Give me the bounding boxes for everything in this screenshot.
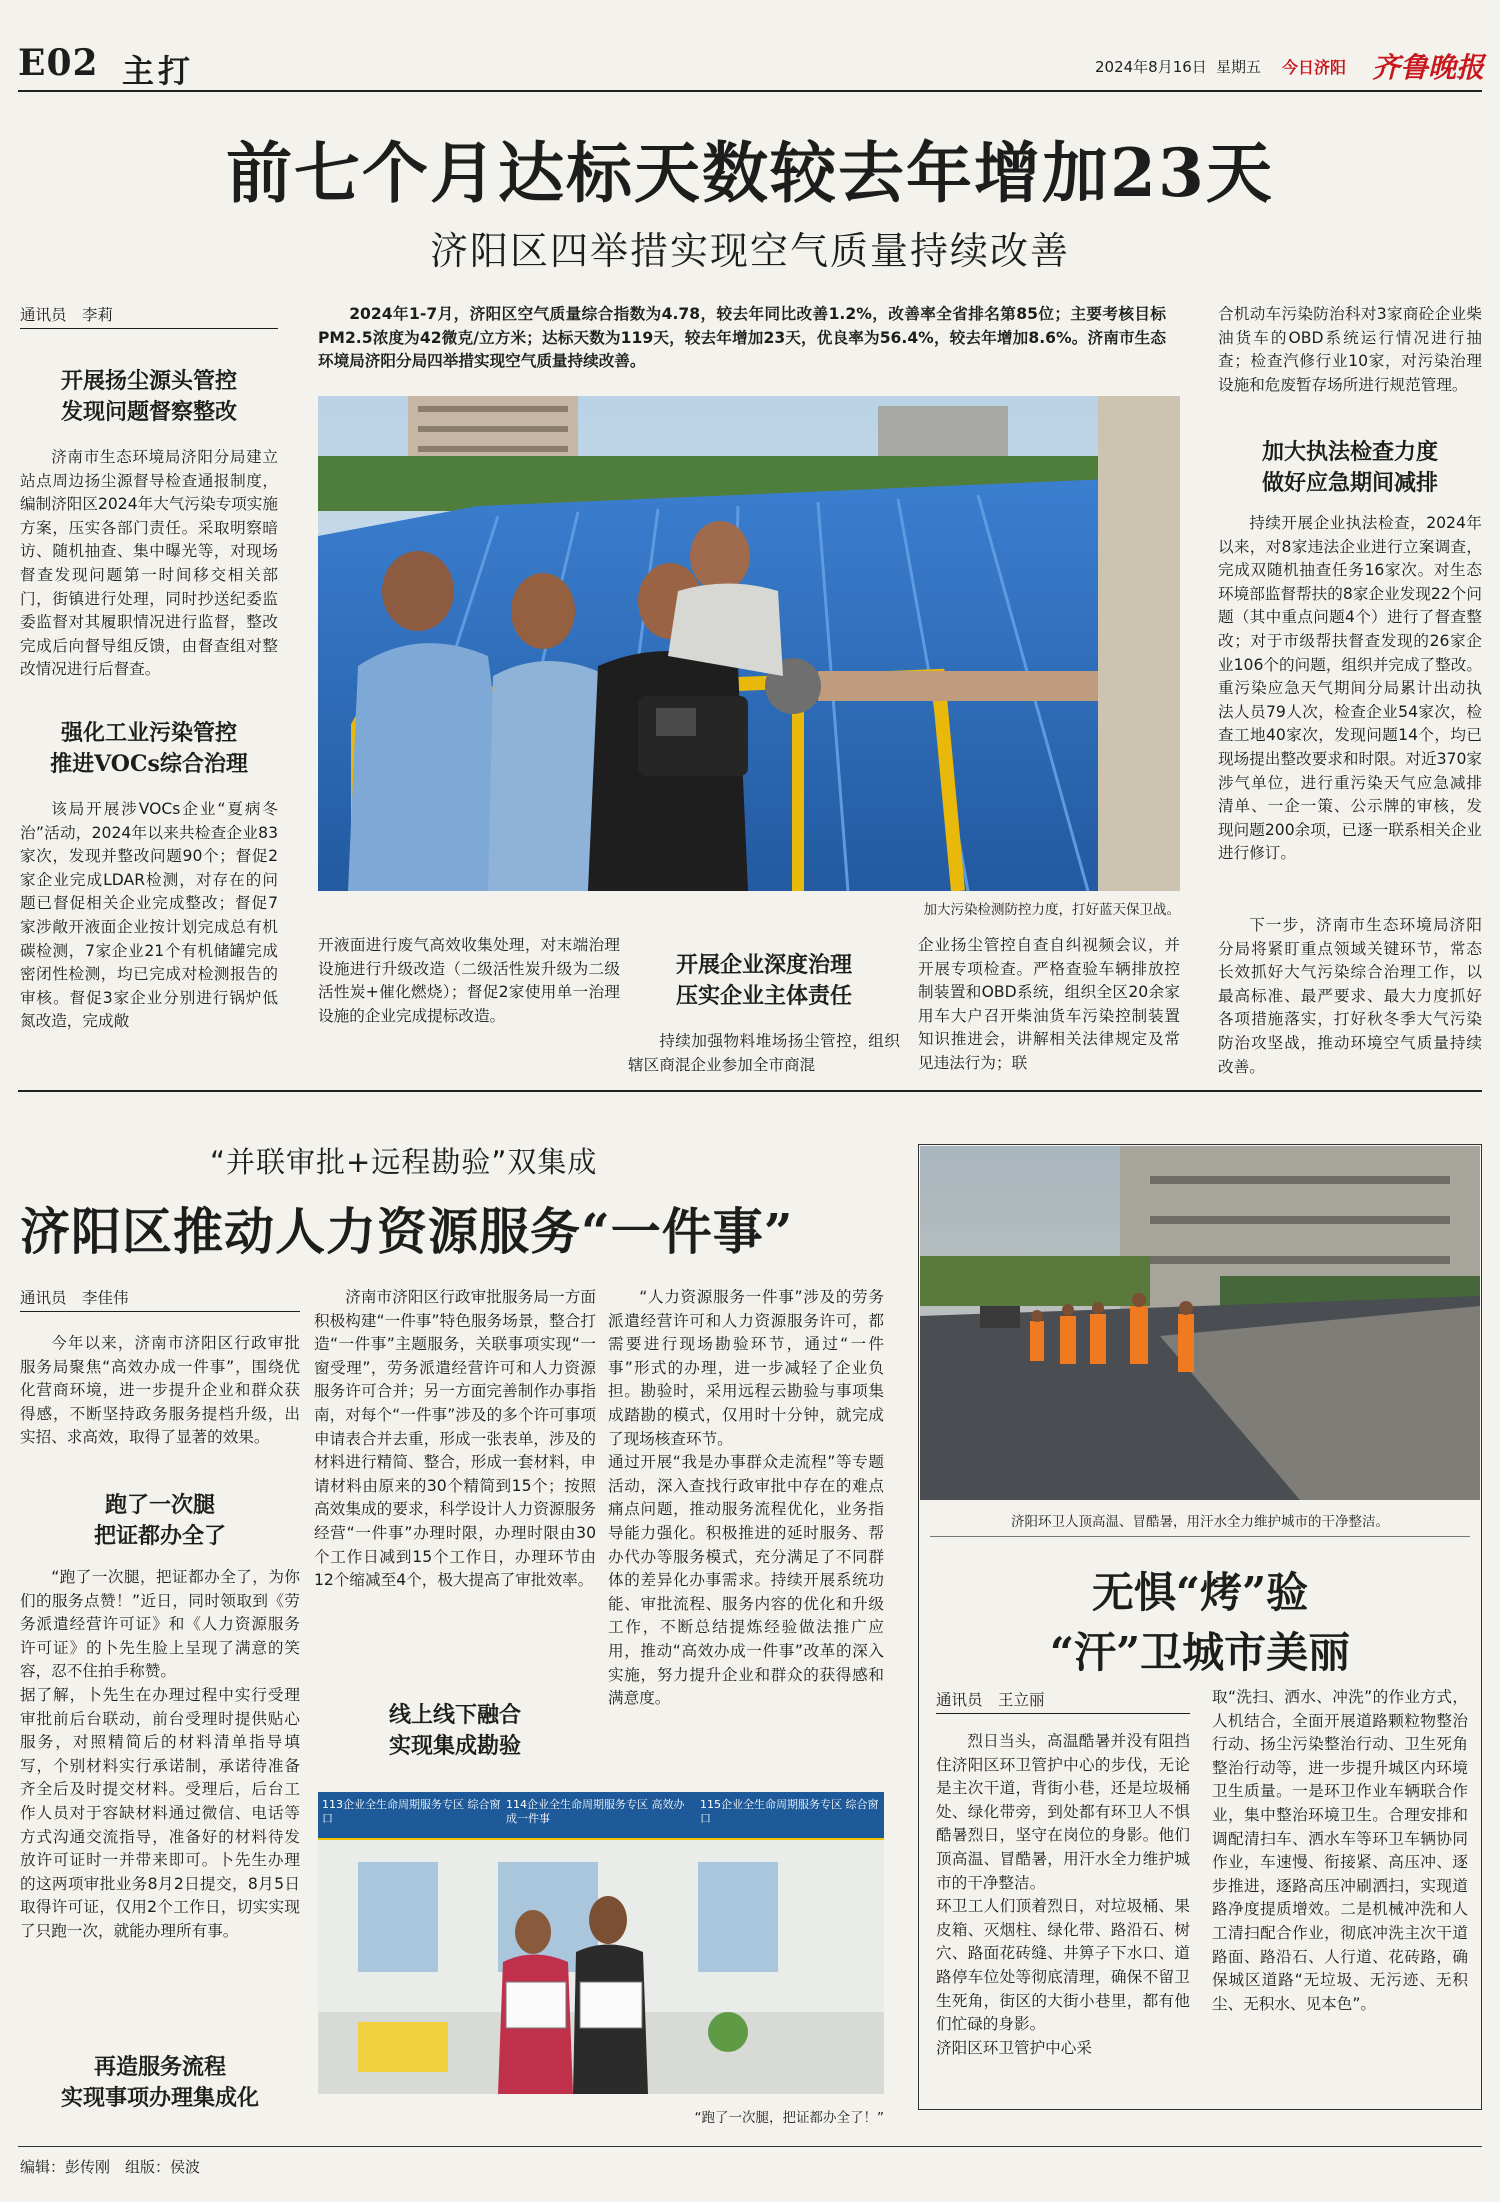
story3-title-line2: “汗”卫城市美丽 [1049, 1628, 1351, 1677]
sanitation-workers-photo [920, 1146, 1480, 1500]
story1-byline: 通讯员 李莉 [20, 303, 278, 329]
photo-street-cleaning [920, 1146, 1480, 1500]
service-hall-photo [318, 1792, 884, 2094]
story2-kicker: “并联审批+远程勘验”双集成 [210, 1145, 598, 1179]
sign-window-114: 114企业全生命周期服务专区 高效办成一件事 [506, 1798, 685, 1825]
story1-subtitle: 济阳区四举措实现空气质量持续改善 [429, 229, 1070, 273]
header-rule [18, 90, 1482, 92]
story3-col1-text: 烈日当头，高温酷暑并没有阻挡住济阳区环卫管护中心的步伐，无论是主次干道，背街小巷，还是垃圾桶处、绿化带旁，到处都有环卫人不惧酷暑烈日，坚守在岗位的身影。他们顶高温、冒酷暑，用汗水全力维护城市的干净整洁。 环卫工人们顶着烈日，对垃圾桶、果皮箱、灭烟柱、绿化带、路沿石、树穴、路面花砖缝、井箅子下水口、道路停车位处等彻底清理，确保不留卫生死角，街区的大街小巷里，都有他们忙碌的身影。 济阳区环卫管护中心采 [936, 1732, 1190, 2057]
story2-byline: 通讯员 李佳伟 [20, 1286, 300, 1312]
story3-title-line1: 无惧“烤”验 [1091, 1568, 1309, 1617]
story3-photo-caption: 济阳环卫人顶高温、冒酷暑，用汗水全力维护城市的干净整洁。 [1011, 1514, 1389, 1530]
issue-date: 2024年8月16日 [1095, 58, 1207, 76]
story2-head2: 再造服务流程 实现事项办理集成化 [60, 2054, 259, 2111]
story2-col1b-text: “跑了一次腿，把证都办全了，为你们的服务点赞！”近日，同时领取到《劳务派遣经营许可证》和《人力资源服务许可证》的卜先生脸上呈现了满意的笑容，忍不住拍手称赞。 据了解，卜先生在办理过程中实行受理审批前后台联动，前台受理时提供贴心服务，对照精简后的材料清单指导填写，个别材料实行承诺制，承诺待准备齐全后及时提交材料。受理后，后台工作人员对于容缺材料通过微信、电话等方式沟通交流指导，准备好的材料待发放许可证时一并带来即可。卜先生办理的这两项审批业务8月2日提交，8月5日取得许可证，仅用2个工作日，切实实现了只跑一次，就能办理所有事。 [20, 1568, 300, 1940]
story1-photo-caption: 加大污染检测防控力度，打好蓝天保卫战。 [923, 902, 1180, 918]
emission-inspection-photo [318, 396, 1180, 891]
story1-title: 前七个月达标天数较去年增加23天 [226, 134, 1274, 212]
story1-col3-text: 持续加强物料堆场扬尘管控，组织辖区商混企业参加全市商混 [628, 1032, 900, 1074]
story2-col1a-text: 今年以来，济南市济阳区行政审批服务局聚焦“高效办成一件事”，围绕优化营商环境，进一步提升企业和群众获得感，不断坚持政务服务提档升级，出实招、求高效，取得了显著的效果。 [20, 1334, 300, 1447]
story1-lead: 2024年1-7月，济阳区空气质量综合指数为4.78，较去年同比改善1.2%，改善率全省排名第85位；主要考核目标PM2.5浓度为42微克/立方米；达标天数为119天，较去年增加23天，优良率为56.4%，较去年增加8.6%。济南市生态环境局济阳分局四举措实现空气质量持续改善。 [318, 305, 1166, 371]
edition-name: 今日济阳 [1282, 58, 1347, 77]
photo-certificate-holders [318, 1792, 884, 2094]
story1-head1: 开展扬尘源头管控 发现问题督察整改 [60, 368, 237, 425]
story3-col2-text: 取“洗扫、洒水、冲洗”的作业方式，人机结合，全面开展道路颗粒物整治行动、扬尘污染整治行动、卫生死角整治行动等，进一步提升城区内环境卫生质量。一是环卫作业车辆联合作业，集中整治环境卫生。合理安排和调配清扫车、洒水车等环卫车辆协同作业，车速慢、衔接紧、高压冲、逐步推进，逐路高压冲刷洒扫，实现道路净度提质增效。二是机械冲洗和人工清扫配合作业，彻底冲洗主次干道路面、路沿石、人行道、花砖路，确保城区道路“无垃圾、无污迹、无积尘、无积水、见本色”。 [1212, 1688, 1468, 2013]
story3-byline: 通讯员 王立丽 [936, 1688, 1190, 1714]
newspaper-logo: 齐鲁晚报 [1372, 51, 1485, 84]
story1-head2: 强化工业污染管控 推进VOCs综合治理 [50, 720, 248, 777]
story1-col4-text: 企业扬尘管控自查自纠视频会议，并开展专项检查。严格查验车辆排放控制装置和OBD系统，组织全区20余家用车大户召开柴油货车污染控制装置知识推进会，讲解相关法律规定及常见违法行为；联 [918, 936, 1180, 1072]
story1-head4: 加大执法检查力度 做好应急期间减排 [1261, 439, 1438, 496]
sign-window-115: 115企业全生命周期服务专区 综合窗口 [700, 1798, 879, 1825]
story1-col1-text: 济南市生态环境局济阳分局建立站点周边扬尘源督导检查通报制度，编制济阳区2024年大气污染专项实施方案，压实各部门责任。采取明察暗访、随机抽查、集中曝光等，对现场督查发现问题第一时间移交相关部门，街镇进行处理，同时抄送纪委监委监督对其履职情况进行监督，整改完成后向督导组反馈，由督查组对整改情况进行后督查。 [20, 448, 278, 679]
story1-col2-text: 开液面进行废气高效收集处理，对末端治理设施进行升级改造（二级活性炭升级为二级活性炭+催化燃烧）；督促2家使用单一治理设施的企业完成提标改造。 [318, 936, 620, 1025]
story2-col2a-text: 济南市济阳区行政审批服务局一方面积极构建“一件事”特色服务场景，整合打造“一件事”主题服务，关联事项实现“一窗受理”，劳务派遣经营许可和人力资源服务许可合并；另一方面完善制作办事指南，对每个“一件事”涉及的多个许可事项申请表合并去重，形成一张表单，涉及的材料进行精简、整合，形成一套材料，申请材料由原来的30个精简到15个；按照高效集成的要求，科学设计人力资源服务经营“一件事”办理时限，办理时限由30个工作日减到15个工作日，办理环节由12个缩减至4个，极大提高了审批效率。 [314, 1288, 596, 1590]
story1-col5a-text: 合机动车污染防治科对3家商砼企业柴油货车的OBD系统运行情况进行抽查；检查汽修行业10家，对污染治理设施和危废暂存场所进行规范管理。 [1218, 305, 1482, 394]
story1-col5b-text: 持续开展企业执法检查，2024年以来，对8家违法企业进行立案调查，完成双随机抽查任务16家次。对生态环境部监督帮扶的8家企业发现22个问题（其中重点问题4个）进行了督查整改；对于市级帮扶督查发现的26家企业106个的问题，组织并完成了整改。重污染应急天气期间分局累计出动执法人员79人次，检查企业54家次，检查工地40家次，发现问题14个，均已现场提出整改要求和时限。对近370家涉气单位，进行重污染天气应急减排清单、一企一策、公示牌的审核，发现问题200余项，已逐一联系相关企业进行修订。 [1218, 514, 1482, 863]
sign-window-113: 113企业全生命周期服务专区 综合窗口 [322, 1798, 501, 1825]
section-name: 主打 [122, 52, 195, 90]
story2-title: 济阳区推动人力资源服务“一件事” [20, 1202, 794, 1261]
story2-col3a-text: “人力资源服务一件事”涉及的劳务派遣经营许可和人力资源服务许可，都需要进行现场勘验环节，通过“一件事”形式的办理，进一步减轻了企业负担。勘验时，采用远程云勘验与事项集成踏勘的模式，仅用时十分钟，就完成了现场核查环节。 通过开展“我是办事群众走流程”等专题活动，深入查找行政审批中存在的难点痛点问题，推动服务流程优化，业务指导能力强化。积极推进的延时服务、帮办代办等服务模式，充分满足了不同群体的差异化办事需求。持续开展系统功能、审批流程、服务内容的优化和升级工作，不断总结提炼经验做法推广应用，推动“高效办成一件事”改革的深入实施，努力提升企业和群众的获得感和满意度。 [608, 1288, 884, 1708]
story1-col1b-text: 该局开展涉VOCs企业“夏病冬治”活动，2024年以来共检查企业83家次，发现并整改问题90个；督促2家企业完成LDAR检测，对存在的问题已督促相关企业完成整改；督促7家涉敞开液面企业按计划完成总有机碳检测，7家企业21个有机储罐完成密闭性检测，均已完成对检测报告的审核。督促3家企业分别进行锅炉低氮改造，完成敞 [20, 800, 278, 1031]
story2-photo-caption: “跑了一次腿，把证都办全了！” [694, 2110, 884, 2126]
story1-bottom-rule [18, 1090, 1482, 1092]
story2-head1: 跑了一次腿 把证都办全了 [93, 1492, 226, 1549]
story3-caption-rule [930, 1536, 1470, 1537]
issue-weekday: 星期五 [1216, 58, 1262, 76]
photo-inspectors [318, 396, 1180, 891]
story1-head3: 开展企业深度治理 压实企业主体责任 [675, 952, 852, 1009]
editor-credit: 编辑：彭传刚 组版：侯波 [20, 2158, 201, 2176]
footer-rule [18, 2146, 1482, 2147]
story1-col5c-text: 下一步，济南市生态环境局济阳分局将紧盯重点领域关键环节，常态长效抓好大气污染综合治理工作，以最高标准、最严要求、最大力度抓好各项措施落实，打好秋冬季大气污染防治攻坚战，推动环境空气质量持续改善。 [1218, 916, 1482, 1076]
page-code: E02 [18, 42, 99, 84]
story2-head3: 线上线下融合 实现集成勘验 [388, 1702, 521, 1759]
